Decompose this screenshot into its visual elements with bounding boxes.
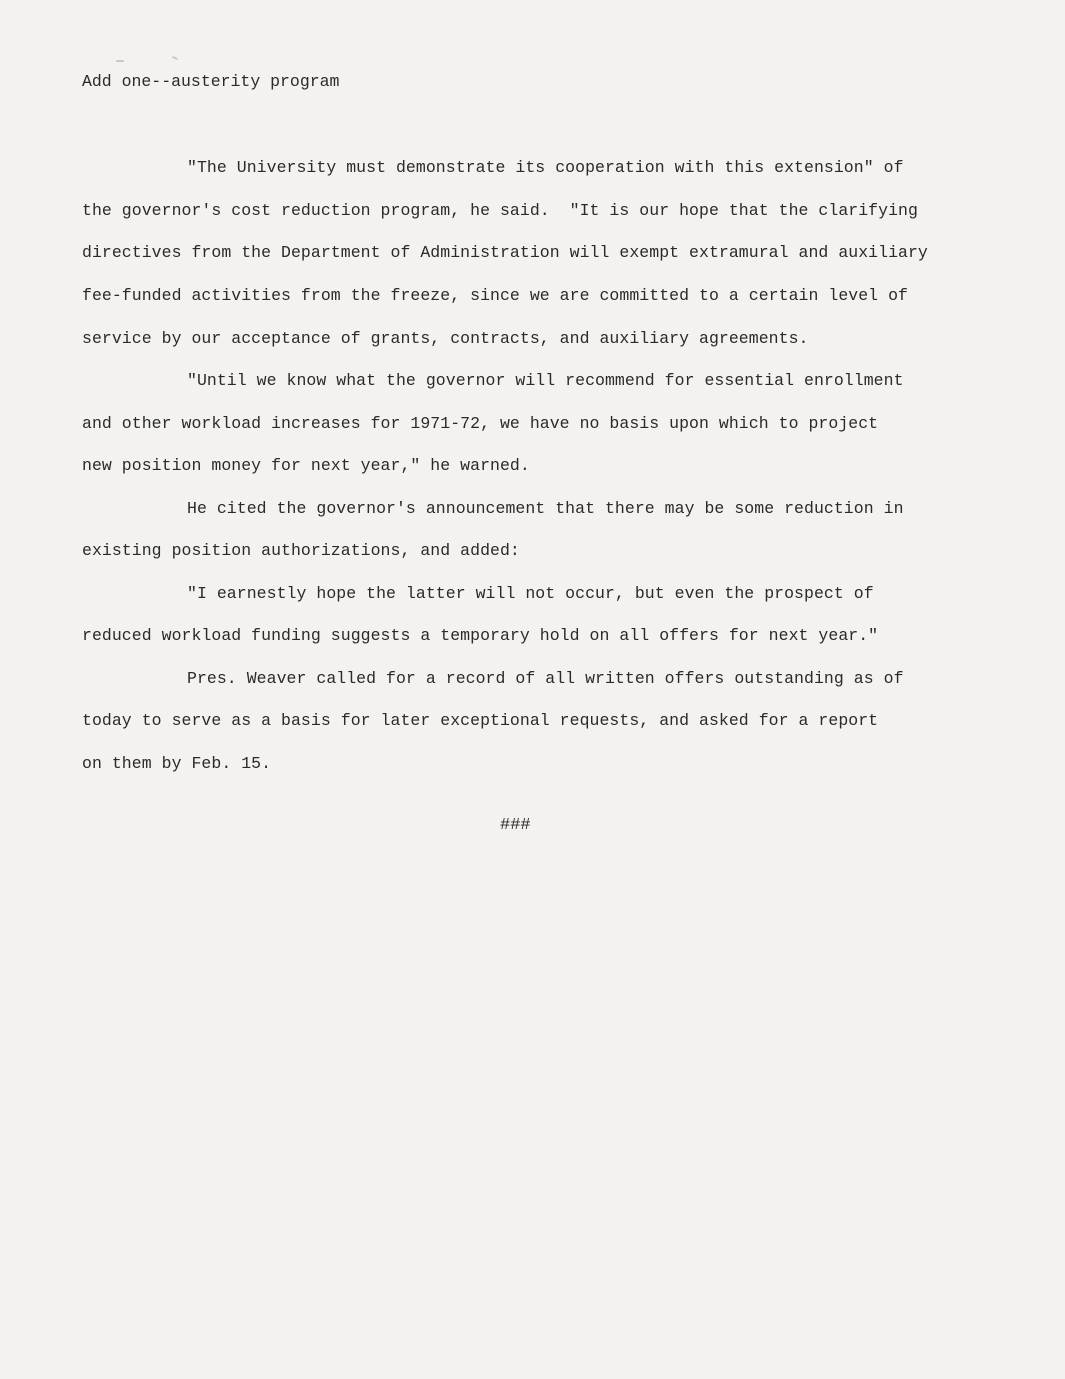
body-line: service by our acceptance of grants, contracts, and auxiliary agreements. bbox=[82, 329, 809, 348]
document-slug: Add one--austerity program bbox=[82, 72, 340, 91]
body-line: "Until we know what the governor will recommend for essential enrollment bbox=[187, 371, 904, 390]
body-line: and other workload increases for 1971-72, we have no basis upon which to project bbox=[82, 414, 879, 433]
body-line: "The University must demonstrate its cooperation with this extension" of bbox=[187, 158, 904, 177]
smudge-mark bbox=[172, 56, 178, 60]
body-line: Pres. Weaver called for a record of all written offers outstanding as of bbox=[187, 669, 904, 688]
smudge-mark bbox=[116, 60, 124, 62]
body-line: today to serve as a basis for later exceptional requests, and asked for a report bbox=[82, 711, 879, 730]
body-line: "I earnestly hope the latter will not occur, but even the prospect of bbox=[187, 584, 874, 603]
body-line: existing position authorizations, and added: bbox=[82, 541, 520, 560]
body-line: on them by Feb. 15. bbox=[82, 754, 272, 773]
body-line: directives from the Department of Administration will exempt extramural and auxiliary bbox=[82, 243, 928, 262]
end-mark: ### bbox=[500, 816, 531, 835]
body-line: fee-funded activities from the freeze, since we are committed to a certain level of bbox=[82, 286, 908, 305]
body-line: the governor's cost reduction program, he said. "It is our hope that the clarifying bbox=[82, 201, 918, 220]
body-line: reduced workload funding suggests a temporary hold on all offers for next year." bbox=[82, 626, 879, 645]
body-line: new position money for next year," he warned. bbox=[82, 456, 530, 475]
body-line: He cited the governor's announcement that there may be some reduction in bbox=[187, 499, 904, 518]
